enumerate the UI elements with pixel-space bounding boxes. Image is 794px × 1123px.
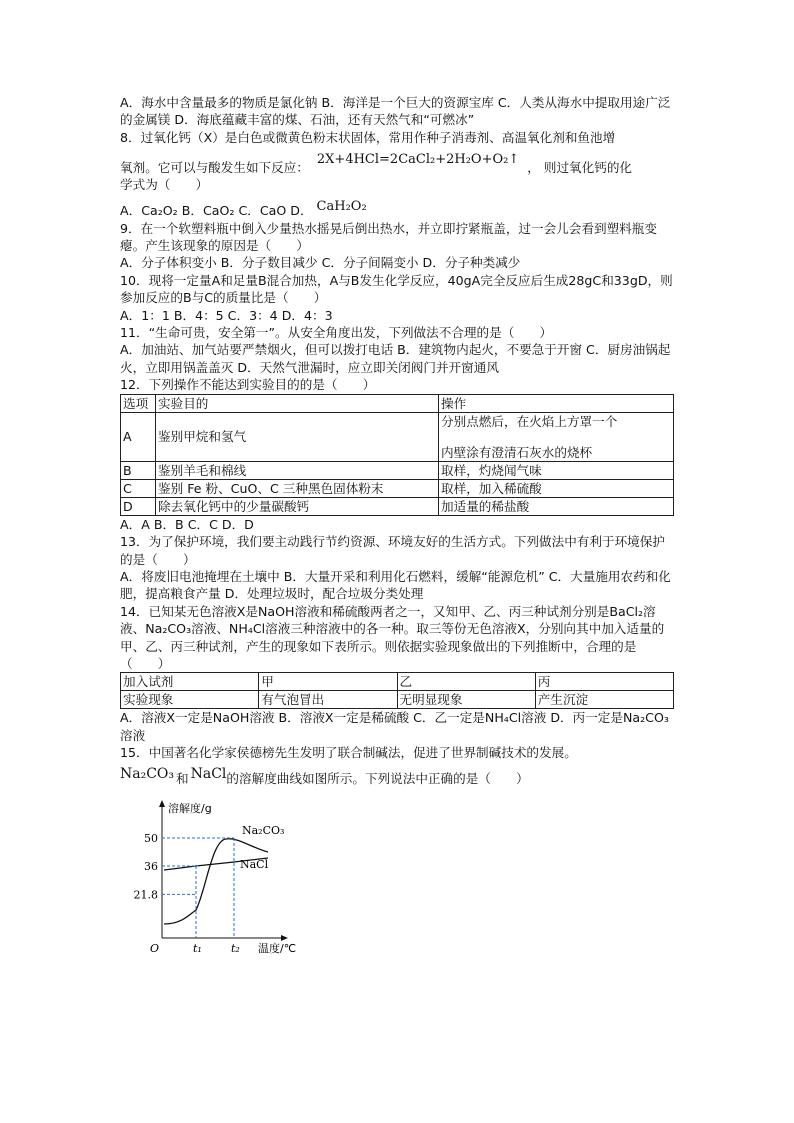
table-cell: B <box>121 461 156 479</box>
table-row <box>121 673 674 691</box>
q7-options: A．海水中含量最多的物质是氯化钠 B．海洋是一个巨大的资源宝库 C．人类从海水中提取用途广泛的金属镁 D．海底蕴藏丰富的煤、石油，还有天然气和“可燃冰” <box>120 95 671 128</box>
table-cell: A <box>121 412 156 461</box>
q13-options: A．将废旧电池掩埋在土壤中 B．大量开采和利用化石燃料，缓解“能源危机” C．大量施用农药和化肥，提高粮食产量 D．处理垃圾时，配合垃圾分类处理 <box>120 568 671 602</box>
table-row <box>121 412 674 461</box>
q13-stem: 13．为了保护环境，我们要主动践行节约资源、环境友好的生活方式。下列做法中有利于环境保护的是（ ） <box>120 534 665 567</box>
y-axis-label: 溶解度/g <box>168 801 212 815</box>
q11-stem: 11．“生命可贵，安全第一”。从安全角度出发，下列做法不合理的是（ ） <box>120 325 553 341</box>
y-tick-label: 50 <box>144 831 158 845</box>
table-cell: C <box>121 479 156 497</box>
q15-and: 和 <box>176 771 189 787</box>
table-cell: 乙 <box>397 673 535 691</box>
x-axis-label: 温度/℃ <box>258 941 297 954</box>
y-tick-label: 36 <box>144 859 158 873</box>
table-cell: D <box>121 497 156 515</box>
q8-options: A．Ca₂O₂ B．CaO₂ C．CaO D． <box>120 203 313 219</box>
q12-options: A．A B．B C．C D．D <box>120 516 254 532</box>
series-na2co3-curve <box>164 838 268 923</box>
q9-options: A．分子体积变小 B．分子数目减少 C．分子间隔变小 D．分子种类减少 <box>120 255 521 271</box>
q15-na2co3: Na₂CO₃ <box>120 766 175 783</box>
table-row <box>121 461 674 479</box>
y-axis-arrow-icon <box>159 800 165 807</box>
q11-options: A．加油站、加气站要严禁烟火，但可以拨打电话 B．建筑物内起火，不要急于开窗 C．厨房油锅起火，立即用锅盖盖灭 D．天然气泄漏时，应立即关闭阀门并开窗通风 <box>120 342 671 375</box>
q15-nacl: NaCl <box>190 766 227 783</box>
x-tick-label: t₁ <box>193 941 202 954</box>
table-header-row <box>121 394 674 412</box>
q15-stem: 15．中国著名化学家侯德榜先生发明了联合制碱法，促进了世界制碱技术的发展。 <box>120 745 577 761</box>
table-row <box>121 479 674 497</box>
table-cell: 产生沉淀 <box>535 691 673 709</box>
q9-stem: 9．在一个软塑料瓶中倒入少量热水摇晃后倒出热水，并立即拧紧瓶盖，过一会儿会看到塑料瓶变瘪。产生该现象的原因是（ ） <box>120 220 657 254</box>
solubility-chart-wrap <box>134 794 676 958</box>
q8-stem-line1: 8．过氧化钙（X）是白色或微黄色粉末状固体，常用作种子消毒剂、高温氧化剂和鱼池增 <box>120 129 616 145</box>
table-row <box>121 691 674 709</box>
table-cell: 实验现象 <box>121 691 259 709</box>
table-cell: 取样，加入稀硫酸 <box>439 479 674 497</box>
table-cell: 取样，灼烧闻气味 <box>439 461 674 479</box>
q10-options: A．1：1 B．4：5 C．3：4 D．4：3 <box>120 307 333 323</box>
q12-table <box>120 394 674 516</box>
solubility-chart <box>134 794 314 954</box>
q8-options-line <box>120 194 676 220</box>
x-axis-arrow-icon <box>281 935 288 941</box>
q14-options: A．溶液X一定是NaOH溶液 B．溶液X一定是稀硫酸 C．乙一定是NH₄Cl溶液 D．丙一定是Na₂CO₃溶液 <box>120 710 669 743</box>
table-header-cell: 实验目的 <box>156 394 439 412</box>
table-cell <box>439 412 674 461</box>
q14-table <box>120 672 674 709</box>
q8-option-d: CaH₂O₂ <box>316 199 367 215</box>
table-cell: 鉴别甲烷和氢气 <box>156 412 439 461</box>
q8-equation-line <box>120 146 676 176</box>
table-cell: 除去氧化钙中的少量碳酸钙 <box>156 497 439 515</box>
table-cell: 加适量的稀盐酸 <box>439 497 674 515</box>
q15-substances-line <box>120 762 676 788</box>
table-cell: 丙 <box>535 673 673 691</box>
table-cell: 鉴别 Fe 粉、CuO、C 三种黑色固体粉末 <box>156 479 439 497</box>
q8-stem-line2: 氧剂。它可以与酸发生如下反应： <box>120 159 309 175</box>
table-cell-line: 分别点燃后，在火焰上方罩一个 <box>441 413 618 429</box>
table-cell: 加入试剂 <box>121 673 259 691</box>
table-cell: 甲 <box>259 673 397 691</box>
x-tick-label: t₂ <box>231 941 240 954</box>
table-cell: 鉴别羊毛和棉线 <box>156 461 439 479</box>
q14-stem: 14．已知某无色溶液X是NaOH溶液和稀硫酸两者之一，又知甲、乙、丙三种试剂分别是BaCl₂溶液、Na₂CO₃溶液、NH₄Cl溶液三种溶液中的各一种。取三等份无色溶液X，分别向其中加入适量的甲、乙、丙三种试剂，产生的现象如下表所示。则依据实验现象做出的下列推断中，合理的是（ ） <box>120 603 665 671</box>
q8-stem-line3: 学式为（ ） <box>120 177 209 193</box>
q15-stem-end: 的溶解度曲线如图所示。下列说法中正确的是（ ） <box>226 771 529 787</box>
q10-stem: 10．现将一定量A和足量B混合加热，A与B发生化学反应，40gA完全反应后生成28gC和33gD，则参加反应的B与C的质量比是（ ） <box>120 272 673 306</box>
table-cell: 有气泡冒出 <box>259 691 397 709</box>
table-cell: 无明显现象 <box>397 691 535 709</box>
table-cell-line: 内壁涂有澄清石灰水的烧杯 <box>441 444 593 460</box>
table-header-cell: 选项 <box>121 394 156 412</box>
table-row <box>121 497 674 515</box>
q8-equation: 2X+4HCl=2CaCl₂+2H₂O+O₂↑ <box>316 151 520 167</box>
exam-page <box>120 94 676 958</box>
table-header-cell: 操作 <box>439 394 674 412</box>
y-tick-label: 21.8 <box>134 887 158 901</box>
series-na2co3-label: Na₂CO₃ <box>242 823 285 837</box>
origin-label: O <box>150 941 160 954</box>
q8-stem-line2-end: ， 则过氧化钙的化 <box>527 159 633 175</box>
q12-stem: 12．下列操作不能达到实验目的的是（ ） <box>120 377 376 393</box>
series-nacl-label: NaCl <box>240 857 269 871</box>
